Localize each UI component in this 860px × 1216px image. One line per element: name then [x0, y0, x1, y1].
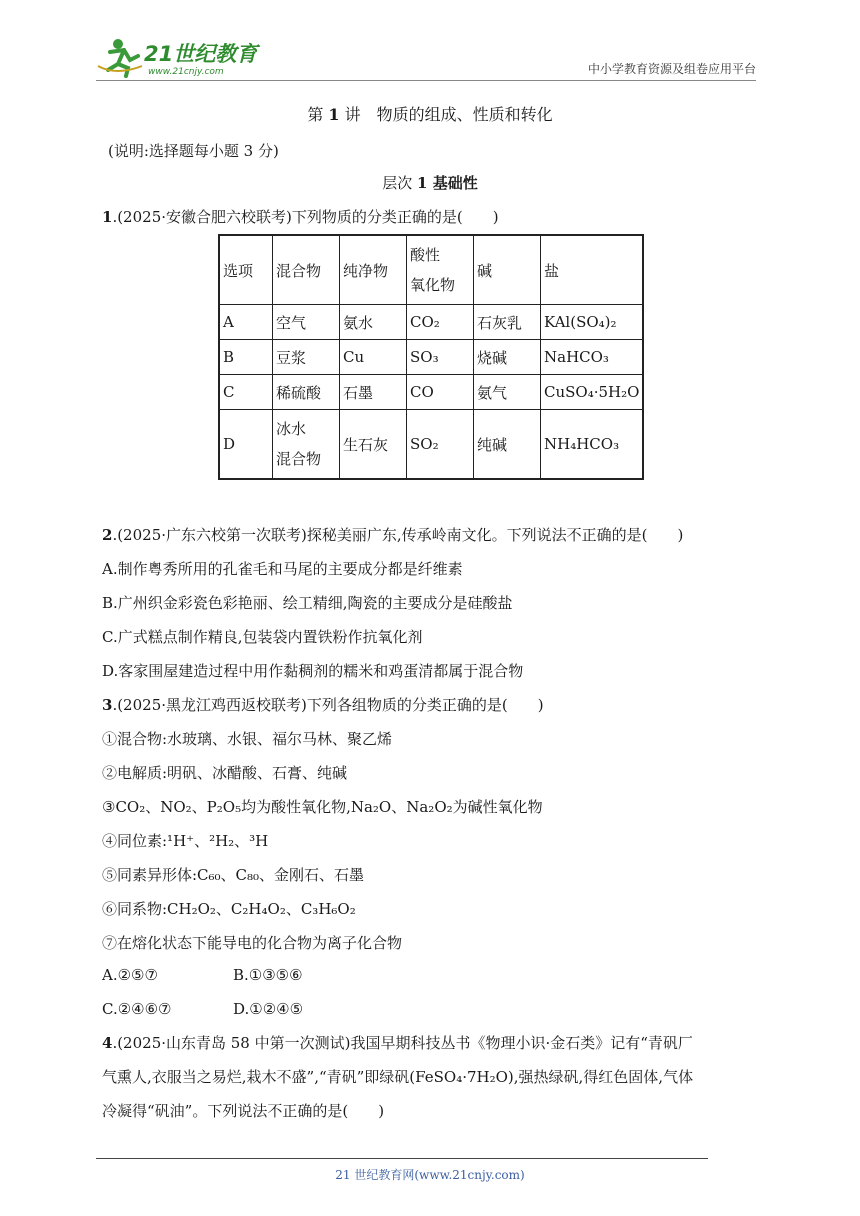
page-header: [96, 36, 756, 82]
list-item: ⑤同素异形体:C₆₀、C₈₀、金刚石、石墨: [102, 866, 365, 884]
table-row: C 稀硫酸 石墨 CO 氨气 CuSO₄·5H₂O: [219, 375, 643, 410]
list-item: ②电解质:明矾、冰醋酸、石膏、纯碱: [102, 764, 348, 782]
section-heading: 层次 1 基础性: [382, 174, 478, 192]
scoring-note: (说明:选择题每小题 3 分): [108, 142, 279, 160]
table-row: D 冰水 混合物 生石灰 SO₂ 纯碱 NH₄HCO₃: [219, 410, 643, 480]
page-footer: 21 世纪教育网(www.21cnjy.com): [335, 1168, 525, 1182]
question-4-line-3: 冷凝得“矾油”。下列说法不正确的是( ): [102, 1102, 385, 1120]
option-c: C.②④⑥⑦: [102, 1000, 172, 1018]
option-d: D.①②④⑤: [233, 1000, 304, 1018]
table-row: B 豆浆 Cu SO₃ 烧碱 NaHCO₃: [219, 340, 643, 375]
option-a: A.②⑤⑦: [102, 966, 158, 984]
option-b: B.广州织金彩瓷色彩艳丽、绘工精细,陶瓷的主要成分是硅酸盐: [102, 594, 513, 612]
question-1: 1.(2025·安徽合肥六校联考)下列物质的分类正确的是( ): [102, 208, 499, 226]
logo-text: 21世纪教育: [144, 42, 258, 66]
table-row: A 空气 氨水 CO₂ 石灰乳 KAl(SO₄)₂: [219, 305, 643, 340]
list-item: ④同位素:¹H⁺、²H₂、³H: [102, 832, 269, 850]
list-item: ⑦在熔化状态下能导电的化合物为离子化合物: [102, 934, 403, 952]
logo-icon: [96, 36, 266, 78]
option-c: C.广式糕点制作精良,包装袋内置铁粉作抗氧化剂: [102, 628, 423, 646]
question-2: 2.(2025·广东六校第一次联考)探秘美丽广东,传承岭南文化。下列说法不正确的是( ): [102, 526, 684, 544]
page-title: 第 1 讲 物质的组成、性质和转化: [307, 105, 553, 124]
option-b: B.①③⑤⑥: [233, 966, 303, 984]
platform-name: 中小学教育资源及组卷应用平台: [587, 62, 756, 76]
option-d: D.客家围屋建造过程中用作黏稠剂的糯米和鸡蛋清都属于混合物: [102, 662, 524, 680]
classification-table: [218, 234, 644, 480]
question-4: 4.(2025·山东青岛 58 中第一次测试)我国早期科技丛书《物理小识·金石类》记有“青矾厂: [102, 1034, 693, 1052]
question-3: 3.(2025·黑龙江鸡西返校联考)下列各组物质的分类正确的是( ): [102, 696, 544, 714]
option-a: A.制作粤秀所用的孔雀毛和马尾的主要成分都是纤维素: [102, 560, 463, 578]
footer-divider: [96, 1158, 708, 1159]
question-4-line-2: 气熏人,衣服当之易烂,栽木不盛”,“青矾”即绿矾(FeSO₄·7H₂O),强热绿矾,得红色固体,气体: [102, 1068, 694, 1086]
table-header-row: 选项 混合物 纯净物 酸性 氧化物 碱 盐: [219, 235, 643, 305]
list-item: ⑥同系物:CH₂O₂、C₂H₄O₂、C₃H₆O₂: [102, 900, 356, 918]
logo-url: www.21cnjy.com: [148, 67, 224, 77]
list-item: ①混合物:水玻璃、水银、福尔马林、聚乙烯: [102, 730, 393, 748]
header-divider: [96, 80, 756, 81]
list-item: ③CO₂、NO₂、P₂O₅均为酸性氧化物,Na₂O、Na₂O₂为碱性氧化物: [102, 798, 543, 816]
